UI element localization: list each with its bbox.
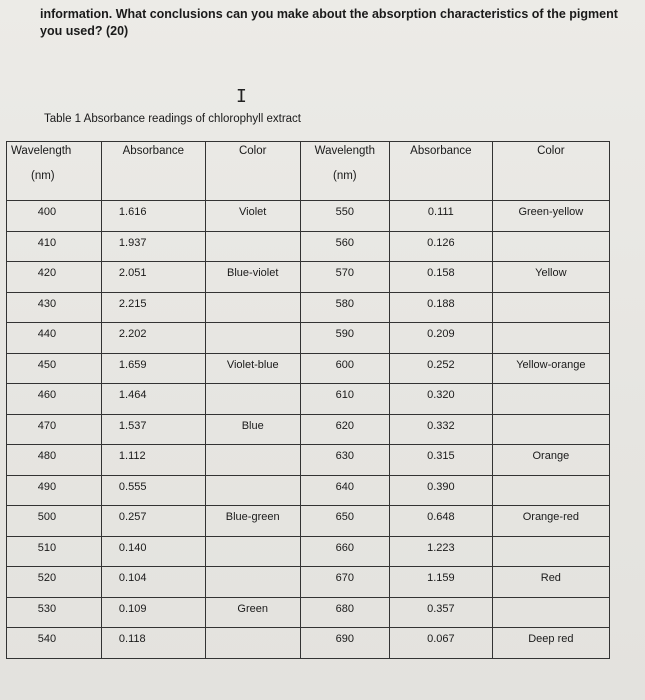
absorbance-cell-text: 0.118: [118, 633, 146, 645]
color-cell: [205, 353, 300, 384]
wavelength-2-cell: [300, 567, 389, 598]
wavelength-cell: [7, 201, 102, 232]
color-2-cell-text: [493, 598, 609, 603]
wavelength-cell-text: 400: [37, 206, 57, 218]
color-2-cell: [492, 231, 609, 262]
wavelength-2-cell: [300, 262, 389, 293]
absorbance-2-cell: [389, 323, 492, 354]
wavelength-cell: [7, 323, 102, 354]
absorbance-2-cell-text: 1.159: [427, 572, 455, 584]
table-row: [7, 628, 610, 659]
color-2-cell-text: Green-yellow: [518, 206, 584, 218]
wavelength-cell-text: 490: [37, 480, 57, 493]
wavelength-2-cell: [300, 353, 389, 384]
absorbance-2-cell-text: 0.252: [427, 358, 455, 371]
absorbance-cell-text: 0.140: [118, 541, 147, 554]
absorbance-cell: [101, 506, 205, 537]
wavelength-cell-text: 420: [37, 267, 57, 279]
absorbance-cell-text: 2.215: [118, 297, 147, 310]
table-row: [7, 323, 610, 354]
wavelength-2-cell-text: 690: [335, 633, 354, 645]
color-cell-text: Green: [237, 602, 268, 615]
absorbance-2-cell-text: 0.357: [427, 602, 455, 615]
header-wavelength-2-label: Wavelength: [314, 145, 375, 157]
wavelength-cell-text: 450: [37, 358, 57, 371]
absorbance-cell: [101, 414, 205, 445]
absorbance-2-cell: [389, 597, 492, 628]
color-2-cell-text: [493, 476, 609, 481]
wavelength-cell-text: 480: [37, 450, 57, 462]
color-2-cell-text: Yellow: [535, 267, 567, 279]
color-2-cell: [492, 567, 609, 598]
color-cell-text: Violet: [239, 206, 267, 218]
color-2-cell: [492, 475, 609, 506]
header-wavelength-2-unit: (nm): [333, 170, 357, 182]
absorbance-2-cell: [389, 506, 492, 537]
absorbance-2-cell: [389, 475, 492, 506]
color-2-cell-text: Orange-red: [522, 511, 579, 523]
wavelength-2-cell: [300, 323, 389, 354]
header-absorbance-2: [389, 142, 492, 201]
color-cell: [205, 506, 300, 537]
header-absorbance: [101, 142, 205, 201]
table-row: [7, 445, 610, 476]
table-header-row: [7, 142, 610, 201]
wavelength-cell-text: 440: [37, 328, 57, 340]
wavelength-2-cell: [300, 201, 389, 232]
absorbance-2-cell-text: 0.111: [427, 206, 454, 218]
header-color: [205, 142, 300, 201]
header-wavelength-unit: (nm): [31, 170, 55, 182]
absorbance-cell: [101, 323, 205, 354]
color-cell-text: [206, 232, 300, 237]
wavelength-cell: [7, 262, 102, 293]
wavelength-cell: [7, 384, 102, 415]
color-2-cell-text: [493, 537, 609, 542]
absorbance-cell-text: 0.257: [118, 511, 147, 523]
absorbance-2-cell-text: 0.648: [427, 511, 455, 523]
color-2-cell-text: [493, 323, 609, 328]
absorbance-2-cell: [389, 353, 492, 384]
table-row: [7, 262, 610, 293]
color-2-cell: [492, 628, 609, 659]
wavelength-2-cell-text: 560: [335, 236, 354, 249]
table-row: [7, 597, 610, 628]
wavelength-2-cell-text: 610: [335, 389, 354, 401]
color-cell: [205, 445, 300, 476]
absorbance-2-cell-text: 1.223: [427, 541, 455, 554]
wavelength-cell-text: 430: [37, 297, 57, 310]
absorbance-table: [6, 141, 610, 659]
wavelength-2-cell-text: 590: [335, 328, 354, 340]
color-2-cell: [492, 414, 609, 445]
color-cell: [205, 231, 300, 262]
absorbance-2-cell: [389, 262, 492, 293]
color-cell: [205, 567, 300, 598]
color-cell-text: Violet-blue: [226, 358, 279, 371]
color-cell-text: [206, 628, 300, 633]
absorbance-cell-text: 1.616: [118, 206, 147, 218]
absorbance-cell-text: 2.202: [118, 328, 147, 340]
wavelength-2-cell-text: 620: [335, 419, 354, 432]
absorbance-cell: [101, 445, 205, 476]
table-row: [7, 231, 610, 262]
absorbance-cell: [101, 628, 205, 659]
wavelength-cell: [7, 536, 102, 567]
table-row: [7, 353, 610, 384]
wavelength-cell: [7, 567, 102, 598]
header-wavelength: [7, 142, 102, 201]
wavelength-2-cell: [300, 506, 389, 537]
color-cell-text: [206, 537, 300, 542]
color-2-cell-text: Deep red: [528, 633, 574, 645]
wavelength-2-cell-text: 650: [335, 511, 354, 523]
table-row: [7, 414, 610, 445]
absorbance-cell: [101, 597, 205, 628]
color-cell-text: Blue: [241, 419, 264, 432]
wavelength-cell: [7, 628, 102, 659]
absorbance-2-cell: [389, 201, 492, 232]
color-cell: [205, 323, 300, 354]
absorbance-2-cell-text: 0.320: [427, 389, 455, 401]
wavelength-cell-text: 540: [37, 633, 57, 645]
color-2-cell-text: [493, 232, 609, 237]
table-row: [7, 567, 610, 598]
wavelength-2-cell: [300, 475, 389, 506]
absorbance-2-cell: [389, 628, 492, 659]
wavelength-cell-text: 410: [37, 236, 57, 249]
header-absorbance-2-label: Absorbance: [410, 145, 472, 157]
color-2-cell: [492, 597, 609, 628]
wavelength-cell-text: 510: [37, 541, 57, 554]
color-2-cell: [492, 292, 609, 323]
absorbance-cell: [101, 536, 205, 567]
absorbance-cell: [101, 353, 205, 384]
absorbance-2-cell: [389, 445, 492, 476]
color-cell-text: Blue-green: [225, 511, 280, 523]
wavelength-2-cell-text: 600: [335, 358, 354, 371]
table-caption: Table 1 Absorbance readings of chlorophyll extract: [44, 113, 301, 125]
absorbance-cell: [101, 231, 205, 262]
color-cell: [205, 628, 300, 659]
header-absorbance-label: Absorbance: [122, 145, 185, 157]
absorbance-2-cell: [389, 536, 492, 567]
color-2-cell-text: Red: [540, 572, 561, 584]
color-cell: [205, 384, 300, 415]
color-2-cell: [492, 353, 609, 384]
wavelength-cell: [7, 475, 102, 506]
color-cell: [205, 292, 300, 323]
wavelength-2-cell-text: 670: [335, 572, 354, 584]
absorbance-cell: [101, 292, 205, 323]
wavelength-2-cell: [300, 536, 389, 567]
wavelength-2-cell: [300, 597, 389, 628]
color-cell: [205, 262, 300, 293]
color-2-cell: [492, 536, 609, 567]
absorbance-cell-text: 1.112: [118, 450, 146, 462]
table-row: [7, 536, 610, 567]
color-cell: [205, 536, 300, 567]
color-2-cell: [492, 201, 609, 232]
absorbance-cell-text: 0.109: [118, 602, 147, 615]
color-2-cell: [492, 384, 609, 415]
wavelength-2-cell-text: 640: [335, 480, 354, 493]
absorbance-2-cell: [389, 567, 492, 598]
color-cell: [205, 201, 300, 232]
wavelength-2-cell-text: 680: [335, 602, 354, 615]
table-row: [7, 384, 610, 415]
color-2-cell-text: Yellow-orange: [516, 358, 586, 371]
color-cell: [205, 414, 300, 445]
wavelength-cell-text: 500: [37, 511, 57, 523]
text-cursor-icon: I: [236, 86, 247, 107]
absorbance-2-cell: [389, 384, 492, 415]
absorbance-cell-text: 0.104: [118, 572, 147, 584]
absorbance-2-cell-text: 0.158: [427, 267, 455, 279]
wavelength-2-cell-text: 660: [335, 541, 354, 554]
table-row: [7, 292, 610, 323]
wavelength-cell: [7, 597, 102, 628]
color-cell-text: [206, 567, 300, 572]
table-row: [7, 506, 610, 537]
absorbance-cell-text: 0.555: [118, 480, 147, 493]
absorbance-2-cell-text: 0.188: [427, 297, 455, 310]
wavelength-cell: [7, 353, 102, 384]
color-cell-text: [206, 384, 300, 389]
absorbance-2-cell-text: 0.209: [427, 328, 455, 340]
absorbance-cell: [101, 475, 205, 506]
wavelength-2-cell: [300, 384, 389, 415]
color-cell-text: [206, 323, 300, 328]
wavelength-2-cell: [300, 628, 389, 659]
header-color-label: Color: [238, 145, 267, 157]
wavelength-2-cell: [300, 445, 389, 476]
wavelength-2-cell: [300, 292, 389, 323]
color-cell: [205, 475, 300, 506]
absorbance-cell-text: 1.659: [118, 358, 147, 371]
wavelength-cell: [7, 506, 102, 537]
table-row: [7, 201, 610, 232]
absorbance-2-cell-text: 0.332: [427, 419, 455, 432]
color-2-cell: [492, 262, 609, 293]
header-wavelength-2: [300, 142, 389, 201]
wavelength-2-cell: [300, 231, 389, 262]
color-cell-text: [206, 476, 300, 481]
color-2-cell-text: [493, 293, 609, 298]
absorbance-2-cell: [389, 414, 492, 445]
absorbance-cell: [101, 262, 205, 293]
table-row: [7, 475, 610, 506]
header-wavelength-label: Wavelength: [11, 145, 72, 157]
color-cell-text: [206, 293, 300, 298]
absorbance-2-cell-text: 0.390: [427, 480, 455, 493]
wavelength-cell: [7, 231, 102, 262]
color-2-cell-text: [493, 384, 609, 389]
color-cell-text: Blue-violet: [227, 267, 279, 279]
color-cell-text: [206, 445, 300, 450]
color-2-cell: [492, 323, 609, 354]
absorbance-2-cell: [389, 292, 492, 323]
wavelength-cell: [7, 445, 102, 476]
absorbance-cell: [101, 201, 205, 232]
color-2-cell: [492, 445, 609, 476]
absorbance-cell: [101, 567, 205, 598]
color-cell: [205, 597, 300, 628]
absorbance-cell: [101, 384, 205, 415]
absorbance-2-cell-text: 0.315: [427, 450, 455, 462]
color-2-cell-text: Orange: [532, 450, 570, 462]
color-2-cell-text: [493, 415, 609, 420]
wavelength-2-cell-text: 580: [335, 297, 354, 310]
absorbance-cell-text: 1.937: [118, 236, 147, 249]
header-color-2: [492, 142, 609, 201]
wavelength-cell-text: 470: [37, 419, 57, 432]
wavelength-cell: [7, 292, 102, 323]
absorbance-cell-text: 1.464: [118, 389, 147, 401]
color-2-cell: [492, 506, 609, 537]
wavelength-2-cell-text: 550: [335, 206, 354, 218]
absorbance-2-cell-text: 0.126: [427, 236, 455, 249]
wavelength-cell-text: 530: [37, 602, 57, 615]
absorbance-2-cell: [389, 231, 492, 262]
absorbance-cell-text: 1.537: [118, 419, 147, 432]
question-text: information. What conclusions can you make about the absorption characteristics of the pigment you used? (20): [40, 7, 618, 38]
wavelength-cell: [7, 414, 102, 445]
header-color-2-label: Color: [537, 145, 565, 157]
wavelength-2-cell-text: 570: [335, 267, 354, 279]
wavelength-2-cell: [300, 414, 389, 445]
absorbance-2-cell-text: 0.067: [427, 633, 455, 645]
absorbance-cell-text: 2.051: [118, 267, 147, 279]
wavelength-2-cell-text: 630: [335, 450, 354, 462]
wavelength-cell-text: 520: [37, 572, 57, 584]
wavelength-cell-text: 460: [37, 389, 57, 401]
